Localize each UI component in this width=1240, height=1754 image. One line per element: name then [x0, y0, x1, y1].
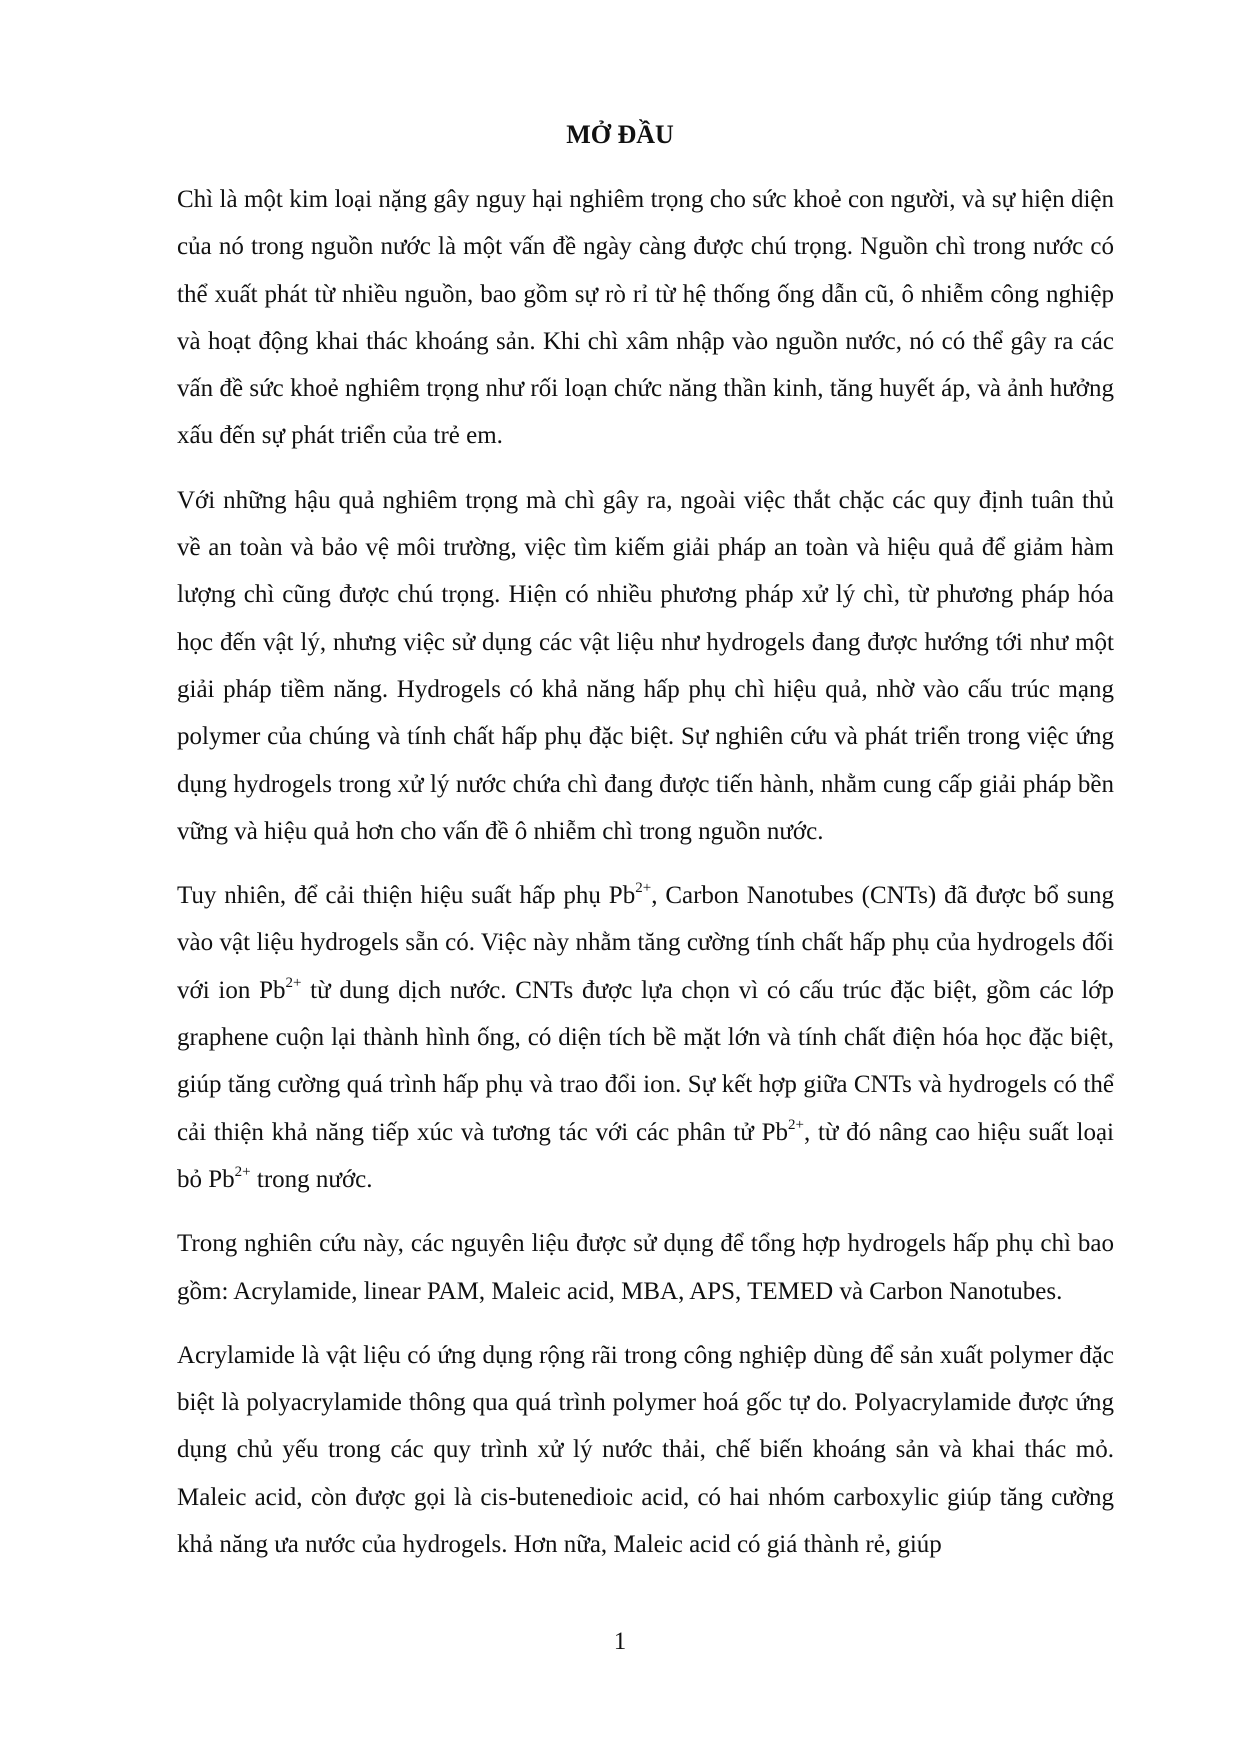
paragraph — [177, 477, 1114, 855]
paragraph-text: Trong nghiên cứu này, các nguyên liệu được sử dụng để tổng hợp hydrogels hấp phụ chì bao gồm: Acrylamide, linear PAM, Maleic acid, MBA, APS, TEMED và Carbon Nanotubes. — [177, 1230, 1114, 1305]
superscript: 2+ — [635, 880, 652, 897]
paragraph-text: Với những hậu quả nghiêm trọng mà chì gây ra, ngoài việc thắt chặc các quy định tuân thủ về an toàn và bảo vệ môi trường, việc tìm kiếm giải pháp an toàn và hiệu quả để giảm hàm lượng chì cũng được chú trọng. Hiện có nhiều phương pháp xử lý chì, từ phương pháp hóa học đến vật lý, nhưng việc sử dụng các vật liệu như hydrogels đang được hướng tới như một giải pháp tiềm năng. Hydrogels có khả năng hấp phụ chì hiệu quả, nhờ vào cấu trúc mạng polymer của chúng và tính chất hấp phụ đặc biệt. Sự nghiên cứu và phát triển trong việc ứng dụng hydrogels trong xử lý nước chứa chì đang được tiến hành, nhằm cung cấp giải pháp bền vững và hiệu quả hơn cho vấn đề ô nhiễm chì trong nguồn nước. — [177, 486, 1114, 845]
paragraph-text: , từ đó nâng cao hiệu suất loại bỏ Pb — [177, 1118, 1114, 1193]
page-number: 1 — [613, 1628, 627, 1655]
paragraph — [177, 1220, 1114, 1315]
superscript: 2+ — [787, 1116, 804, 1133]
paragraph-text: từ dung dịch nước. CNTs được lựa chọn vì có cấu trúc đặc biệt, gồm các lớp graphene cuộn lại thành hình ống, có diện tích bề mặt lớn và tính chất điện hóa học đặc biệt, giúp tăng cường quá trình hấp phụ và trao đổi ion. Sự kết hợp giữa CNTs và hydrogels có thể cải thiện khả năng tiếp xúc và tương tác với các phân tử Pb — [177, 976, 1115, 1146]
paragraph — [177, 872, 1114, 1203]
superscript: 2+ — [234, 1163, 251, 1180]
paragraph-text: Tuy nhiên, để cải thiện hiệu suất hấp phụ Pb — [177, 882, 636, 910]
paragraph — [177, 1332, 1114, 1568]
paragraph — [177, 176, 1114, 460]
paragraph-text: Acrylamide là vật liệu có ứng dụng rộng rãi trong công nghiệp dùng để sản xuất polymer đặc biệt là polyacrylamide thông qua quá trình polymer hoá gốc tự do. Polyacrylamide được ứng dụng chủ yếu trong các quy trình xử lý nước thải, chế biến khoáng sản và khai thác mỏ. Maleic acid, còn được gọi là cis-butenedioic acid, có hai nhóm carboxylic giúp tăng cường khả năng ưa nước của hydrogels. Hơn nữa, Maleic acid có giá thành rẻ, giúp — [177, 1341, 1114, 1559]
paragraph-text: Chì là một kim loại nặng gây nguy hại nghiêm trọng cho sức khoẻ con người, và sự hiện diện của nó trong nguồn nước là một vấn đề ngày càng được chú trọng. Nguồn chì trong nước có thể xuất phát từ nhiều nguồn, bao gồm sự rò rỉ từ hệ thống ống dẫn cũ, ô nhiễm công nghiệp và hoạt động khai thác khoáng sản. Khi chì xâm nhập vào nguồn nước, nó có thể gây ra các vấn đề sức khoẻ nghiêm trọng như rối loạn chức năng thần kinh, tăng huyết áp, và ảnh hưởng xấu đến sự phát triển của trẻ em. — [177, 186, 1114, 450]
paragraph-text: , Carbon Nanotubes (CNTs) đã được bổ sung vào vật liệu hydrogels sẵn có. Việc này nhằm tăng cường tính chất hấp phụ của hydrogels đối với ion Pb — [177, 882, 1114, 1004]
document-body — [177, 176, 1114, 1585]
page-title: MỞ ĐẦU — [566, 120, 674, 149]
superscript: 2+ — [285, 974, 302, 991]
paragraph-text: trong nước. — [250, 1165, 373, 1193]
